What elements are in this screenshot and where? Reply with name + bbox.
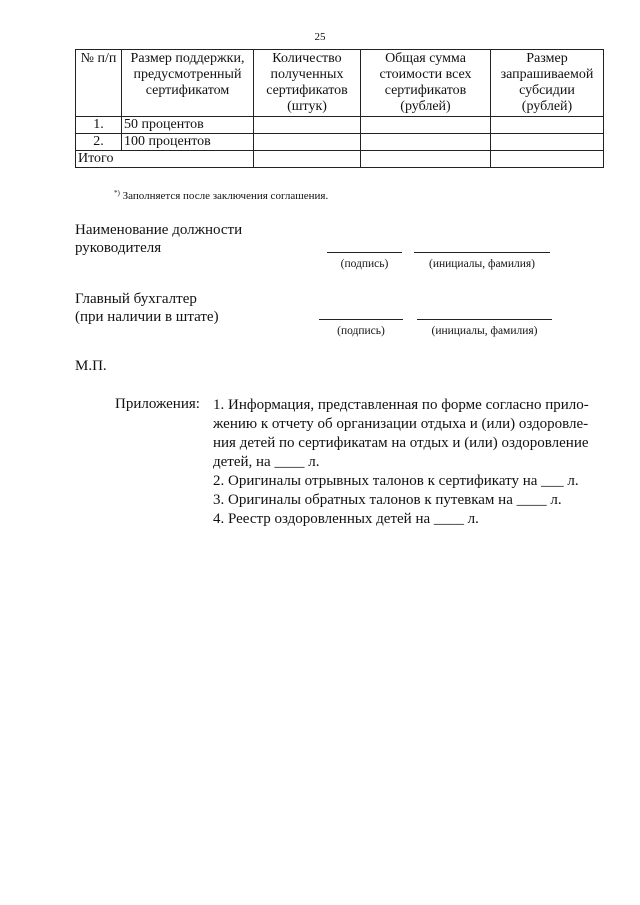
accountant-signature-caption: (подпись) [337,325,385,337]
page-number: 25 [314,31,326,43]
row-total-cost[interactable] [361,134,491,151]
appendix-item-1-line: ния детей по сертификатам на отдых и (или) оздоровление [213,435,589,451]
table-row [76,117,604,134]
row-certificate-count[interactable] [254,117,361,134]
director-name-caption: (инициалы, фамилия) [428,258,536,270]
row-subsidy-amount[interactable] [491,117,604,134]
accountant-name-line[interactable] [417,319,552,320]
appendix-item-1-line: жению к отчету об организации отдыха и (или) оздоровле- [213,416,589,432]
table-row [76,134,604,151]
table-total-row [76,151,604,168]
table-header-row [76,50,604,117]
total-label: Итого [76,151,254,168]
subsidy-table [75,49,604,168]
header-support-size: Размер поддержки, предусмотренный сертификатом [122,50,254,117]
header-subsidy-amount: Размер запрашиваемой субсидии (рублей) [491,50,604,117]
accountant-title [75,290,219,326]
director-title-line1: Наименование должности [75,222,243,238]
footnote-mark: *) [114,189,120,197]
accountant-title-line2: (при наличии в штате) [75,309,219,325]
appendix-item-1 [213,396,589,472]
row-number: 1. [76,117,122,134]
footnote [114,189,328,202]
total-certificate-count[interactable] [254,151,361,168]
appendix-item-3: 3. Оригиналы обратных талонов к путевкам на ____ л. [213,492,562,508]
row-subsidy-amount[interactable] [491,134,604,151]
appendix-label: Приложения: [115,396,200,412]
stamp-label: М.П. [75,358,107,374]
footnote-text: Заполняется после заключения соглашения. [122,190,329,202]
total-subsidy[interactable] [491,151,604,168]
director-title-line2: руководителя [75,240,162,256]
total-cost[interactable] [361,151,491,168]
director-name-line[interactable] [414,252,550,253]
row-support-size: 50 процентов [122,117,254,134]
header-total-cost: Общая сумма стоимости всех сертификатов (рублей) [361,50,491,117]
director-signature-caption: (подпись) [340,258,389,270]
accountant-title-line1: Главный бухгалтер [75,291,197,307]
appendix-item-1-line: детей, на ____ л. [213,454,320,470]
row-certificate-count[interactable] [254,134,361,151]
appendix-item-2: 2. Оригиналы отрывных талонов к сертификату на ___ л. [213,473,579,489]
accountant-name-caption: (инициалы, фамилия) [431,325,538,337]
appendix-item-1-line: 1. Информация, представленная по форме согласно прило- [213,397,589,413]
header-number: № п/п [76,50,122,117]
appendix-item-4: 4. Реестр оздоровленных детей на ____ л. [213,511,479,527]
director-signature-line[interactable] [327,252,402,253]
row-number: 2. [76,134,122,151]
row-support-size: 100 процентов [122,134,254,151]
header-certificate-count: Количество полученных сертификатов (штук) [254,50,361,117]
accountant-signature-line[interactable] [319,319,403,320]
director-title [75,221,242,257]
row-total-cost[interactable] [361,117,491,134]
